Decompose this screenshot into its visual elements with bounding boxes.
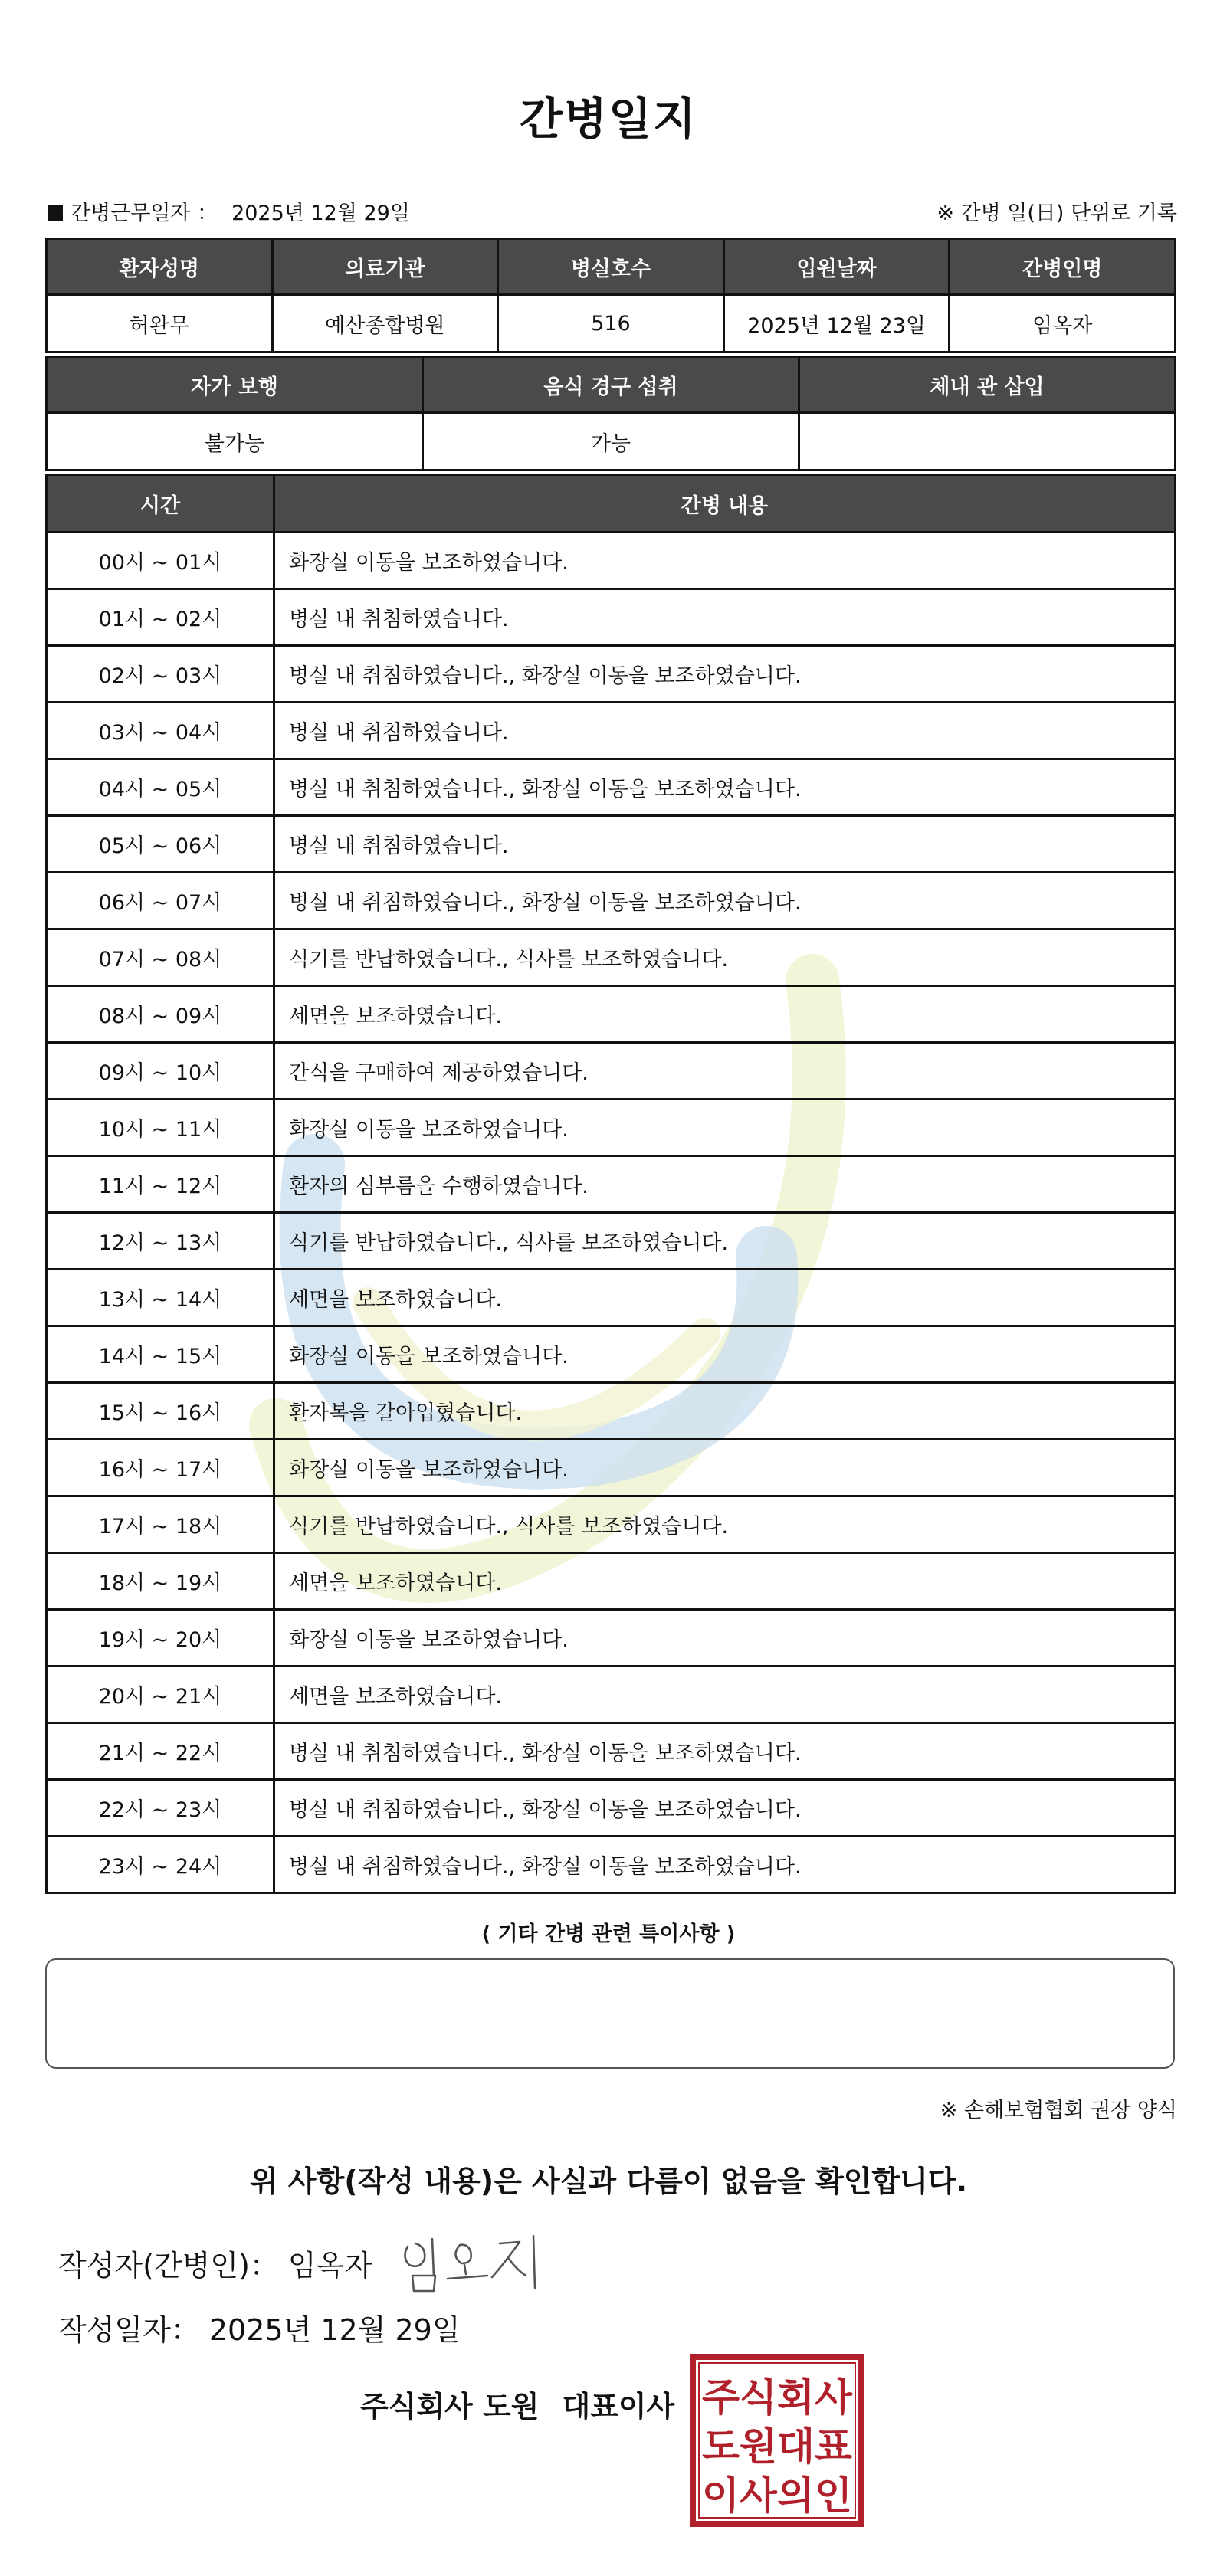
- log-row: [47, 533, 1176, 589]
- log-time: 14시 ~ 15시: [47, 1326, 274, 1383]
- page-title: 간병일지: [519, 93, 698, 145]
- room-number: 516: [498, 295, 724, 352]
- info-header: 병실호수: [498, 239, 724, 295]
- log-time: 19시 ~ 20시: [47, 1610, 274, 1667]
- log-row: [47, 1213, 1176, 1270]
- time-header: 시간: [47, 475, 274, 533]
- log-note: 병실 내 취침하였습니다., 화장실 이동을 보조하였습니다.: [274, 1780, 1176, 1837]
- log-time: 07시 ~ 08시: [47, 929, 274, 986]
- log-time: 11시 ~ 12시: [47, 1156, 274, 1213]
- log-time: 15시 ~ 16시: [47, 1383, 274, 1440]
- log-row: [47, 1610, 1176, 1667]
- writer-name: 임옥자: [287, 2249, 373, 2283]
- log-row: [47, 1440, 1176, 1496]
- log-note: 간식을 구매하여 제공하였습니다.: [274, 1043, 1176, 1100]
- work-date: [48, 196, 410, 226]
- log-time: 16시 ~ 17시: [47, 1440, 274, 1496]
- writer-line: [58, 2242, 372, 2284]
- caregiver-name: 임옥자: [950, 295, 1176, 352]
- log-row: [47, 986, 1176, 1043]
- log-note: 병실 내 취침하였습니다.: [274, 816, 1176, 873]
- log-row: [47, 1043, 1176, 1100]
- log-time: 01시 ~ 02시: [47, 589, 274, 646]
- log-time: 04시 ~ 05시: [47, 759, 274, 816]
- log-time: 10시 ~ 11시: [47, 1100, 274, 1156]
- oral-intake-value: 가능: [423, 413, 799, 470]
- log-row: [47, 1723, 1176, 1780]
- log-time: 23시 ~ 24시: [47, 1837, 274, 1893]
- patient-name: 허완무: [47, 295, 273, 352]
- log-note: 병실 내 취침하였습니다.: [274, 703, 1176, 759]
- log-time: 02시 ~ 03시: [47, 646, 274, 703]
- log-note: 환자의 심부름을 수행하였습니다.: [274, 1156, 1176, 1213]
- log-note: 병실 내 취침하였습니다., 화장실 이동을 보조하였습니다.: [274, 1723, 1176, 1780]
- company-seal-stamp: [688, 2352, 866, 2528]
- log-time: 00시 ~ 01시: [47, 533, 274, 589]
- log-note: 병실 내 취침하였습니다., 화장실 이동을 보조하였습니다.: [274, 759, 1176, 816]
- log-row: [47, 1837, 1176, 1893]
- log-time: 06시 ~ 07시: [47, 873, 274, 929]
- log-time: 22시 ~ 23시: [47, 1780, 274, 1837]
- representative-title: 대표이사: [562, 2390, 675, 2424]
- log-time: 18시 ~ 19시: [47, 1553, 274, 1610]
- log-row: [47, 816, 1176, 873]
- log-time: 03시 ~ 04시: [47, 703, 274, 759]
- writer-label: 작성자(간병인)：: [58, 2249, 279, 2283]
- log-note: 병실 내 취침하였습니다.: [274, 589, 1176, 646]
- log-time: 09시 ~ 10시: [47, 1043, 274, 1100]
- log-time: 21시 ~ 22시: [47, 1723, 274, 1780]
- log-row: [47, 1780, 1176, 1837]
- log-note: 세면을 보조하였습니다.: [274, 986, 1176, 1043]
- log-row: [47, 1667, 1176, 1723]
- log-note: 병실 내 취침하였습니다., 화장실 이동을 보조하였습니다.: [274, 873, 1176, 929]
- log-time: 05시 ~ 06시: [47, 816, 274, 873]
- care-content-header: 간병 내용: [274, 475, 1176, 533]
- log-row: [47, 1496, 1176, 1553]
- special-notes-title: ⟨ 기타 간병 관련 특이사항 ⟩: [481, 1922, 736, 1946]
- log-note: 화장실 이동을 보조하였습니다.: [274, 1440, 1176, 1496]
- log-row: [47, 1553, 1176, 1610]
- log-row: [47, 646, 1176, 703]
- log-row: [47, 589, 1176, 646]
- svg-text:주식회사: 주식회사: [702, 2375, 853, 2420]
- log-note: 화장실 이동을 보조하였습니다.: [274, 1100, 1176, 1156]
- info-header: 입원날짜: [723, 239, 950, 295]
- handwritten-signature: [397, 2230, 543, 2299]
- work-date-label: 간병근무일자 ：: [71, 202, 218, 225]
- info-header: 의료기관: [272, 239, 498, 295]
- log-time: 20시 ~ 21시: [47, 1667, 274, 1723]
- log-note: 식기를 반납하였습니다., 식사를 보조하였습니다.: [274, 1213, 1176, 1270]
- log-row: [47, 703, 1176, 759]
- log-note: 병실 내 취침하였습니다., 화장실 이동을 보조하였습니다.: [274, 1837, 1176, 1893]
- log-time: 08시 ~ 09시: [47, 986, 274, 1043]
- log-note: 병실 내 취침하였습니다., 화장실 이동을 보조하였습니다.: [274, 646, 1176, 703]
- record-unit-note: ※ 간병 일(日) 단위로 기록: [937, 202, 1177, 225]
- self-walking-value: 불가능: [47, 413, 423, 470]
- written-date-line: [58, 2306, 461, 2348]
- log-note: 식기를 반납하였습니다., 식사를 보조하였습니다.: [274, 1496, 1176, 1553]
- work-date-value: 2025년 12월 29일: [231, 202, 410, 225]
- tube-insertion-value: [799, 413, 1176, 470]
- log-note: 세면을 보조하였습니다.: [274, 1667, 1176, 1723]
- admission-date: 2025년 12월 23일: [723, 295, 950, 352]
- patient-status-table: [45, 356, 1176, 471]
- log-note: 환자복을 갈아입혔습니다.: [274, 1383, 1176, 1440]
- log-row: [47, 1326, 1176, 1383]
- status-header: 체내 관 삽입: [799, 357, 1176, 413]
- square-bullet-icon: [48, 205, 63, 221]
- log-note: 화장실 이동을 보조하였습니다.: [274, 533, 1176, 589]
- log-note: 식기를 반납하였습니다., 식사를 보조하였습니다.: [274, 929, 1176, 986]
- written-date-label: 작성일자：: [58, 2313, 200, 2347]
- status-header: 음식 경구 섭취: [423, 357, 799, 413]
- log-time: 13시 ~ 14시: [47, 1270, 274, 1326]
- info-header: 간병인명: [950, 239, 1176, 295]
- log-note: 세면을 보조하였습니다.: [274, 1270, 1176, 1326]
- log-time: 12시 ~ 13시: [47, 1213, 274, 1270]
- special-notes-box: [45, 1958, 1175, 2069]
- confirmation-statement: 위 사항(작성 내용)은 사실과 다름이 없음을 확인합니다.: [249, 2165, 968, 2198]
- log-note: 화장실 이동을 보조하였습니다.: [274, 1326, 1176, 1383]
- company-line: [360, 2383, 674, 2425]
- svg-text:이사의인: 이사의인: [702, 2473, 852, 2518]
- log-row: [47, 1156, 1176, 1213]
- written-date-value: 2025년 12월 29일: [208, 2313, 461, 2347]
- patient-info-table: [45, 238, 1176, 353]
- log-note: 세면을 보조하였습니다.: [274, 1553, 1176, 1610]
- log-row: [47, 759, 1176, 816]
- log-note: 화장실 이동을 보조하였습니다.: [274, 1610, 1176, 1667]
- status-header: 자가 보행: [47, 357, 423, 413]
- info-header: 환자성명: [47, 239, 273, 295]
- care-log-table: [45, 474, 1176, 1894]
- log-row: [47, 1383, 1176, 1440]
- hospital-name: 예산종합병원: [272, 295, 498, 352]
- recommend-note: ※ 손해보험협회 권장 양식: [940, 2099, 1177, 2122]
- log-time: 17시 ~ 18시: [47, 1496, 274, 1553]
- log-row: [47, 1270, 1176, 1326]
- log-row: [47, 873, 1176, 929]
- log-row: [47, 929, 1176, 986]
- svg-text:도원대표: 도원대표: [702, 2424, 853, 2469]
- company-name: 주식회사 도원: [360, 2390, 540, 2424]
- log-row: [47, 1100, 1176, 1156]
